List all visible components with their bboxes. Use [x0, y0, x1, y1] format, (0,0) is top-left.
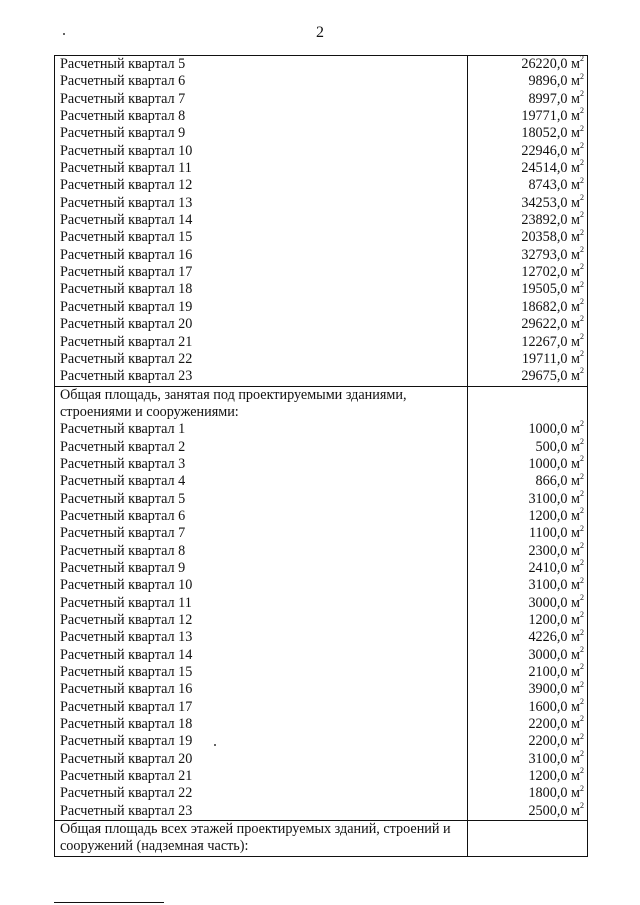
- area-value: [467, 264, 587, 281]
- unit-superscript: 2: [580, 454, 584, 464]
- area-value-text: 3000,0 м: [528, 594, 580, 611]
- unit-superscript: 2: [580, 488, 584, 498]
- quarter-label: Расчетный квартал 19: [60, 733, 193, 750]
- table-row: [55, 316, 587, 333]
- area-value: [467, 421, 587, 438]
- unit-superscript: 2: [580, 749, 584, 759]
- area-value-text: 12702,0 м: [521, 264, 580, 281]
- unit-superscript: 2: [580, 54, 584, 64]
- unit-superscript: 2: [580, 210, 584, 220]
- unit-superscript: 2: [580, 71, 584, 81]
- area-value: [467, 560, 587, 577]
- table-row: [55, 331, 587, 351]
- unit-superscript: 2: [580, 331, 584, 341]
- area-value-text: 1200,0 м: [528, 612, 580, 628]
- unit-superscript: 2: [580, 366, 584, 376]
- table-row: [55, 436, 587, 456]
- quarter-label: Расчетный квартал 2: [60, 438, 186, 455]
- area-value: [467, 473, 587, 490]
- area-value: [467, 456, 587, 473]
- area-value-text: 1000,0 м: [528, 455, 580, 472]
- area-value-text: 19711,0 м: [521, 350, 580, 367]
- quarter-label: Расчетный квартал 17: [60, 698, 193, 715]
- table-row: [55, 56, 587, 73]
- quarter-label: Расчетный квартал 6: [60, 73, 186, 90]
- unit-superscript: 2: [580, 279, 584, 289]
- table-row: [55, 488, 587, 508]
- area-value: [467, 629, 587, 646]
- table-row: [55, 696, 587, 716]
- section-heading: Общая площадь, занятая под проектируемыми зданиями, строениями и сооружениями:: [60, 386, 407, 420]
- area-value-text: 9896,0 м: [528, 73, 580, 90]
- area-value-text: 19771,0 м: [521, 108, 580, 125]
- quarter-label: Расчетный квартал 9: [60, 559, 186, 576]
- quarter-label: Расчетный квартал 20: [60, 316, 193, 333]
- quarter-label: Расчетный квартал 7: [60, 90, 186, 107]
- quarter-label: Расчетный квартал 22: [60, 785, 193, 802]
- table-row: [55, 73, 587, 90]
- area-value: [467, 751, 587, 768]
- area-value-text: 2200,0 м: [528, 733, 580, 750]
- unit-superscript: 2: [580, 662, 584, 672]
- table-row: [55, 560, 587, 577]
- quarter-label: Расчетный квартал 23: [60, 368, 193, 385]
- table-row: [55, 108, 587, 125]
- area-value-text: 8997,0 м: [528, 90, 580, 107]
- area-value: [467, 664, 587, 681]
- table-section: [55, 821, 587, 856]
- table-row: [55, 473, 587, 490]
- area-value: [467, 108, 587, 125]
- area-value: [467, 56, 587, 73]
- unit-superscript: 2: [580, 644, 584, 654]
- area-value-text: 19505,0 м: [521, 281, 580, 298]
- table-section: [55, 56, 587, 387]
- table-row: [55, 803, 587, 820]
- unit-superscript: 2: [580, 88, 584, 98]
- table-row: [55, 229, 587, 246]
- unit-superscript: 2: [580, 123, 584, 133]
- table-row: [55, 612, 587, 629]
- unit-superscript: 2: [580, 349, 584, 359]
- unit-superscript: 2: [580, 506, 584, 516]
- area-value-text: 18052,0 м: [521, 125, 580, 142]
- unit-superscript: 2: [580, 419, 584, 429]
- table-row: [55, 351, 587, 368]
- quarter-label: Расчетный квартал 11: [60, 594, 192, 611]
- table-row: [55, 629, 587, 646]
- table-row: [55, 664, 587, 681]
- unit-superscript: 2: [580, 558, 584, 568]
- area-value-text: 866,0 м: [535, 473, 580, 490]
- area-value: [467, 160, 587, 177]
- quarter-label: Расчетный квартал 16: [60, 681, 193, 698]
- table-row: [55, 681, 587, 698]
- area-value-text: 3100,0 м: [528, 750, 580, 767]
- table-row: [55, 88, 587, 108]
- area-value: [467, 177, 587, 194]
- page-number: 2: [316, 24, 324, 41]
- unit-superscript: 2: [580, 801, 584, 811]
- area-value-text: 29622,0 м: [521, 316, 580, 333]
- unit-superscript: 2: [580, 314, 584, 324]
- quarter-label: Расчетный квартал 12: [60, 177, 193, 194]
- table-row: [55, 768, 587, 785]
- section-heading-row: [55, 387, 587, 422]
- area-value-text: 23892,0 м: [521, 212, 580, 229]
- area-value: [467, 508, 587, 525]
- area-value-text: 1100,0 м: [528, 525, 580, 542]
- unit-superscript: 2: [580, 575, 584, 585]
- table-row: [55, 281, 587, 298]
- table-row: [55, 195, 587, 212]
- quarter-label: Расчетный квартал 8: [60, 542, 186, 559]
- quarter-label: Расчетный квартал 1: [60, 421, 186, 438]
- area-value-text: 3100,0 м: [528, 490, 580, 507]
- area-value-text: 8743,0 м: [528, 177, 580, 194]
- quarter-label: Расчетный квартал 10: [60, 577, 193, 594]
- area-value-text: 34253,0 м: [521, 194, 580, 211]
- area-value-text: 18682,0 м: [521, 298, 580, 315]
- quarter-label: Расчетный квартал 13: [60, 629, 193, 646]
- quarter-label: Расчетный квартал 11: [60, 160, 192, 177]
- unit-superscript: 2: [580, 696, 584, 706]
- area-value-text: 1800,0 м: [528, 785, 580, 802]
- area-value-text: 3000,0 м: [528, 646, 580, 663]
- table-row: [55, 421, 587, 438]
- quarter-label: Расчетный квартал 21: [60, 333, 193, 350]
- quarter-label: Расчетный квартал 3: [60, 455, 186, 472]
- section-heading-value: [467, 387, 587, 422]
- area-value-text: 29675,0 м: [521, 368, 580, 385]
- area-value: [467, 140, 587, 160]
- unit-superscript: 2: [580, 140, 584, 150]
- unit-superscript: 2: [580, 540, 584, 550]
- unit-superscript: 2: [580, 610, 584, 620]
- area-value-text: 2300,0 м: [528, 542, 580, 559]
- table-row: [55, 577, 587, 594]
- table-row: [55, 212, 587, 229]
- area-value-text: 20358,0 м: [521, 229, 580, 246]
- area-value-text: 26220,0 м: [521, 56, 580, 72]
- area-value: [467, 488, 587, 508]
- unit-superscript: 2: [580, 297, 584, 307]
- area-value-text: 3100,0 м: [528, 577, 580, 594]
- table-row: [55, 716, 587, 733]
- unit-superscript: 2: [580, 714, 584, 724]
- area-value-text: 2410,0 м: [528, 559, 580, 576]
- area-value: [467, 540, 587, 560]
- area-value: [467, 716, 587, 733]
- unit-superscript: 2: [580, 592, 584, 602]
- area-value-text: 32793,0 м: [521, 246, 580, 263]
- unit-superscript: 2: [580, 436, 584, 446]
- area-value: [467, 316, 587, 333]
- table-row: [55, 160, 587, 177]
- area-value-text: 2200,0 м: [528, 716, 580, 733]
- footer-rule: [54, 902, 164, 903]
- table-section: [55, 387, 587, 822]
- area-value-text: 12267,0 м: [521, 333, 580, 350]
- area-value: [467, 331, 587, 351]
- table-row: [55, 264, 587, 281]
- section-heading-value: [467, 821, 587, 856]
- area-value: [467, 592, 587, 612]
- table-row: [55, 751, 587, 768]
- quarter-label: Расчетный квартал 12: [60, 612, 193, 628]
- table-row: [55, 140, 587, 160]
- table-row: [55, 525, 587, 542]
- quarter-label: Расчетный квартал 19: [60, 298, 193, 315]
- area-value-text: 500,0 м: [535, 438, 580, 455]
- unit-superscript: 2: [580, 679, 584, 689]
- quarter-label: Расчетный квартал 21: [60, 768, 193, 785]
- area-value: [467, 212, 587, 229]
- quarter-label: Расчетный квартал 14: [60, 212, 193, 229]
- area-value-text: 4226,0 м: [528, 629, 580, 646]
- quarter-label: Расчетный квартал 18: [60, 281, 193, 298]
- area-value: [467, 247, 587, 264]
- area-value: [467, 88, 587, 108]
- area-value: [467, 525, 587, 542]
- table-row: [55, 299, 587, 316]
- area-value-text: 3900,0 м: [528, 681, 580, 698]
- unit-superscript: 2: [580, 471, 584, 481]
- area-value-text: 1600,0 м: [528, 698, 580, 715]
- table-row: [55, 508, 587, 525]
- table-row: [55, 456, 587, 473]
- table-row: [55, 247, 587, 264]
- area-value: [467, 733, 587, 750]
- quarter-label: Расчетный квартал 22: [60, 350, 193, 367]
- quarter-label: Расчетный квартал 23: [60, 802, 193, 819]
- unit-superscript: 2: [580, 193, 584, 203]
- table-row: [55, 733, 587, 750]
- quarter-label: Расчетный квартал 8: [60, 108, 186, 125]
- quarter-label: Расчетный квартал 6: [60, 507, 186, 524]
- quarter-label: Расчетный квартал 18: [60, 716, 193, 733]
- area-value: [467, 195, 587, 212]
- area-value: [467, 696, 587, 716]
- area-value-text: 2500,0 м: [528, 802, 580, 819]
- area-value: [467, 436, 587, 456]
- table-row: [55, 644, 587, 664]
- area-value-text: 1200,0 м: [528, 768, 580, 785]
- unit-superscript: 2: [580, 523, 584, 533]
- unit-superscript: 2: [580, 175, 584, 185]
- area-value-text: 22946,0 м: [521, 142, 580, 159]
- scan-speck: [63, 33, 65, 35]
- area-value: [467, 612, 587, 629]
- quarter-label: Расчетный квартал 7: [60, 525, 186, 542]
- unit-superscript: 2: [580, 731, 584, 741]
- area-value: [467, 351, 587, 368]
- area-value: [467, 73, 587, 90]
- area-value: [467, 577, 587, 594]
- area-value: [467, 125, 587, 142]
- area-value: [467, 785, 587, 802]
- quarter-label: Расчетный квартал 14: [60, 646, 193, 663]
- unit-superscript: 2: [580, 766, 584, 776]
- area-value: [467, 681, 587, 698]
- area-value: [467, 368, 587, 385]
- area-value: [467, 768, 587, 785]
- unit-superscript: 2: [580, 245, 584, 255]
- quarter-label: Расчетный квартал 4: [60, 473, 186, 490]
- table-row: [55, 592, 587, 612]
- section-heading: Общая площадь всех этажей проектируемых зданий, строений и сооружений (надземная часть):: [60, 821, 451, 855]
- unit-superscript: 2: [580, 627, 584, 637]
- quarter-label: Расчетный квартал 20: [60, 750, 193, 767]
- quarter-label: Расчетный квартал 17: [60, 264, 193, 281]
- area-table: [54, 55, 588, 857]
- area-value-text: 2100,0 м: [528, 664, 580, 681]
- quarter-label: Расчетный квартал 5: [60, 490, 186, 507]
- area-value: [467, 644, 587, 664]
- section-heading-row: [55, 821, 587, 856]
- table-row: [55, 125, 587, 142]
- quarter-label: Расчетный квартал 5: [60, 56, 186, 72]
- quarter-label: Расчетный квартал 13: [60, 194, 193, 211]
- area-value-text: 1200,0 м: [528, 507, 580, 524]
- unit-superscript: 2: [580, 106, 584, 116]
- unit-superscript: 2: [580, 262, 584, 272]
- area-value: [467, 229, 587, 246]
- area-value: [467, 299, 587, 316]
- unit-superscript: 2: [580, 227, 584, 237]
- table-row: [55, 368, 587, 385]
- quarter-label: Расчетный квартал 16: [60, 246, 193, 263]
- area-value: [467, 803, 587, 820]
- table-row: [55, 785, 587, 802]
- quarter-label: Расчетный квартал 15: [60, 229, 193, 246]
- area-value-text: 24514,0 м: [521, 160, 580, 177]
- quarter-label: Расчетный квартал 9: [60, 125, 186, 142]
- unit-superscript: 2: [580, 783, 584, 793]
- quarter-label: Расчетный квартал 15: [60, 664, 193, 681]
- table-row: [55, 540, 587, 560]
- quarter-label: Расчетный квартал 10: [60, 142, 193, 159]
- table-row: [55, 177, 587, 194]
- unit-superscript: 2: [580, 158, 584, 168]
- area-value: [467, 281, 587, 298]
- area-value-text: 1000,0 м: [528, 421, 580, 438]
